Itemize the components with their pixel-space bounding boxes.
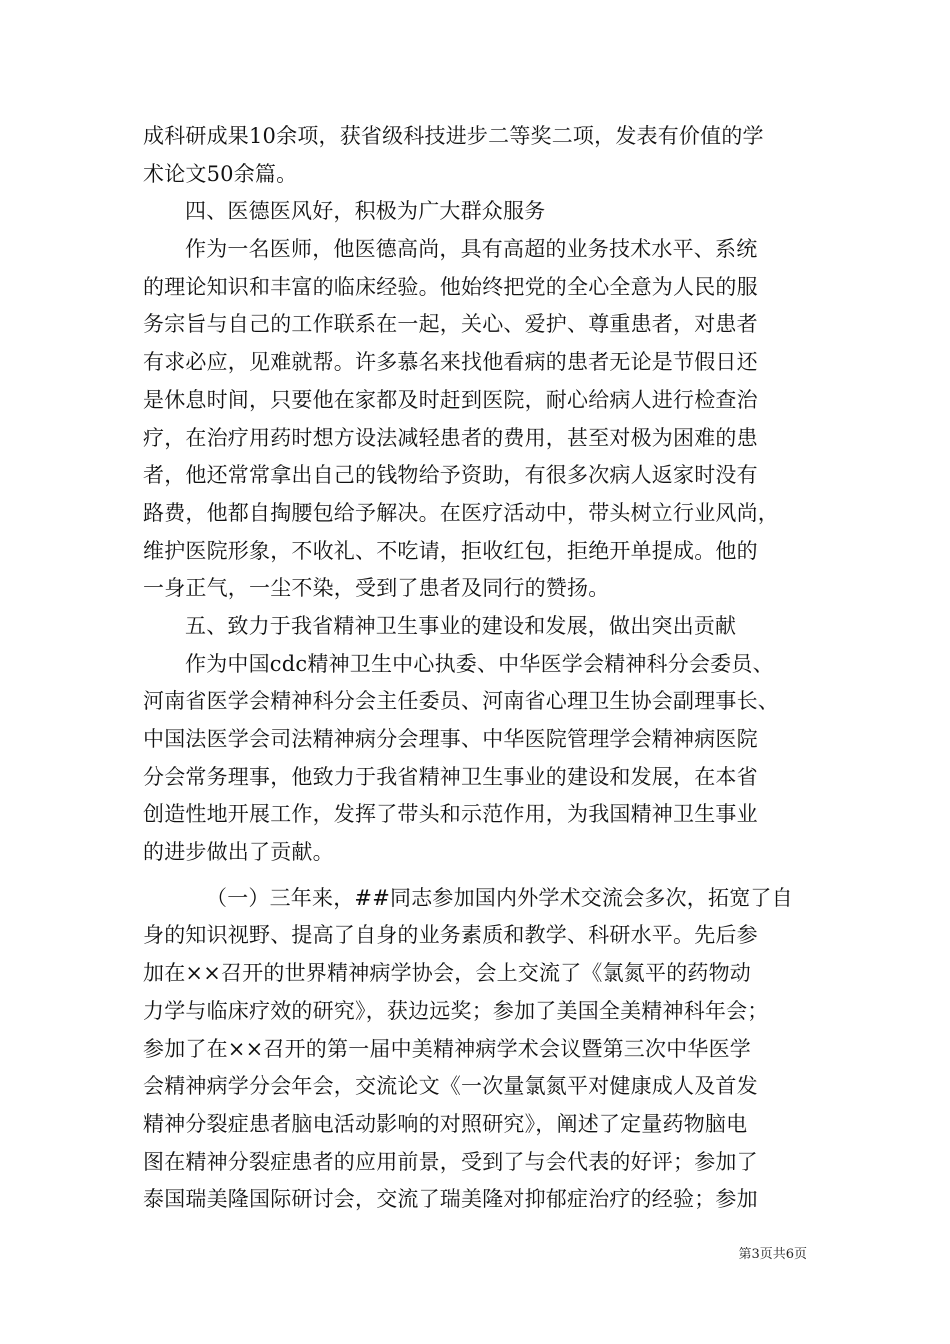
text-line: 疗，在治疗用药时想方设法减轻患者的费用，甚至对极为困难的患 xyxy=(143,425,758,450)
text-line: 身的知识视野、提高了自身的业务素质和教学、科研水平。先后参 xyxy=(143,923,758,948)
page-number: 第3页共6页 xyxy=(738,1247,807,1262)
text-line: 术论文50余篇。 xyxy=(143,161,298,186)
text-line: 精神分裂症患者脑电活动影响的对照研究》，阐述了定量药物脑电 xyxy=(143,1111,748,1136)
text-line: 有求必应，见难就帮。许多慕名来找他看病的患者无论是节假日还 xyxy=(143,350,758,375)
text-line: 分会常务理事，他致力于我省精神卫生事业的建设和发展，在本省 xyxy=(143,764,758,789)
text-line: 力学与临床疗效的研究》，获边远奖；参加了美国全美精神科年会； xyxy=(143,998,769,1023)
text-line: 者，他还常常拿出自己的钱物给予资助，有很多次病人返家时没有 xyxy=(143,463,758,488)
text-line: 是休息时间，只要他在家都及时赶到医院，耐心给病人进行检查治 xyxy=(143,387,758,412)
text-line: 参加了在××召开的第一届中美精神病学术会议暨第三次中华医学 xyxy=(143,1036,751,1061)
text-line: 创造性地开展工作，发挥了带头和示范作用，为我国精神卫生事业 xyxy=(143,802,758,827)
text-line: 泰国瑞美隆国际研讨会，交流了瑞美隆对抑郁症治疗的经验；参加 xyxy=(143,1187,758,1212)
text-line: 务宗旨与自己的工作联系在一起，关心、爱护、尊重患者，对患者 xyxy=(143,312,758,337)
text-line: 图在精神分裂症患者的应用前景，受到了与会代表的好评；参加了 xyxy=(143,1149,758,1174)
text-line: （一）三年来，##同志参加国内外学术交流会多次，拓宽了自 xyxy=(206,885,793,910)
text-line: 的进步做出了贡献。 xyxy=(143,840,334,865)
text-line: 的理论知识和丰富的临床经验。他始终把党的全心全意为人民的服 xyxy=(143,274,758,299)
text-line: 作为中国cdc精神卫生中心执委、中华医学会精神科分会委员、 xyxy=(185,651,774,676)
text-line: 河南省医学会精神科分会主任委员、河南省心理卫生协会副理事长、 xyxy=(143,689,779,714)
text-line: 维护医院形象，不收礼、不吃请，拒收红包，拒绝开单提成。他的 xyxy=(143,538,758,563)
text-line: 加在××召开的世界精神病学协会，会上交流了《氯氮平的药物动 xyxy=(143,961,751,986)
text-line: 路费，他都自掏腰包给予解决。在医疗活动中，带头树立行业风尚， xyxy=(143,500,779,525)
paragraph-gap xyxy=(143,872,813,880)
text-line: 一身正气，一尘不染，受到了患者及同行的赞扬。 xyxy=(143,576,610,601)
text-line: 会精神病学分会年会，交流论文《一次量氯氮平对健康成人及首发 xyxy=(143,1074,758,1099)
section-heading: 四、医德医风好，积极为广大群众服务 xyxy=(185,199,546,224)
text-line: 作为一名医师，他医德高尚，具有高超的业务技术水平、系统 xyxy=(185,237,758,262)
text-line: 中国法医学会司法精神病分会理事、中华医院管理学会精神病医院 xyxy=(143,727,758,751)
section-heading: 五、致力于我省精神卫生事业的建设和发展，做出突出贡献 xyxy=(185,613,737,638)
body-text xyxy=(143,118,813,1219)
text-line: 成科研成果10余项，获省级科技进步二等奖二项，发表有价值的学 xyxy=(143,124,764,148)
